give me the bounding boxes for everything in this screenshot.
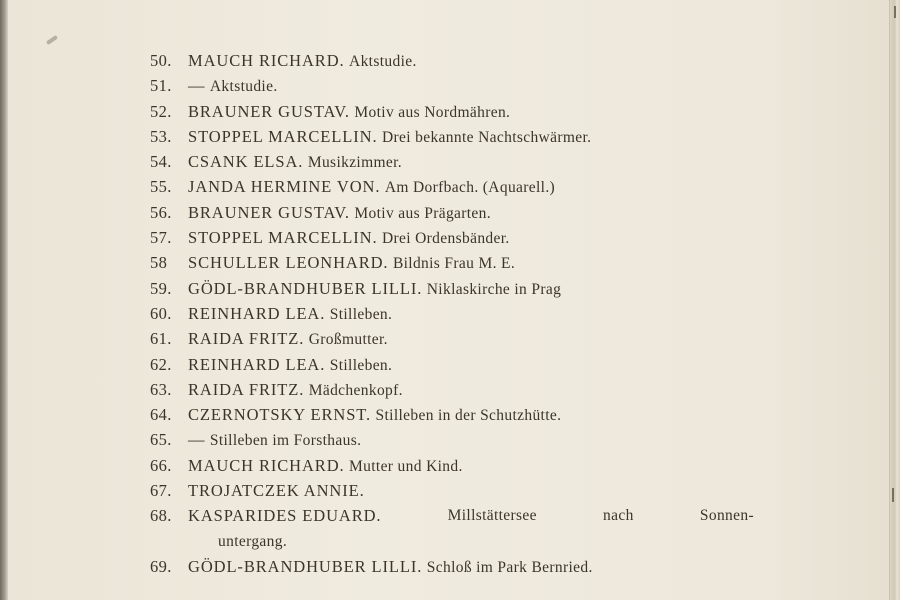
entry-number: 65. bbox=[150, 430, 172, 450]
artwork-title: Drei bekannte Nachtschwärmer. bbox=[381, 128, 592, 146]
entry-number: 68. bbox=[150, 506, 172, 526]
artist-name: GÖDL-BRANDHUBER LILLI. bbox=[188, 556, 423, 576]
list-item bbox=[150, 352, 770, 377]
artwork-title-word: nach bbox=[603, 507, 634, 525]
artist-name: CZERNOTSKY ERNST. bbox=[188, 405, 372, 425]
list-item bbox=[150, 503, 770, 554]
list-item bbox=[150, 276, 770, 301]
artwork-title: Schloß im Park Bernried. bbox=[426, 558, 593, 576]
list-item bbox=[150, 250, 770, 275]
artwork-title-word: Millstättersee bbox=[447, 507, 537, 525]
list-item bbox=[150, 174, 770, 199]
artwork-title: Motiv aus Prägarten. bbox=[354, 204, 491, 222]
artist-name: STOPPEL MARCELLIN. bbox=[188, 228, 378, 248]
entry-number: 63. bbox=[150, 379, 172, 399]
artwork-title: Am Dorfbach. (Aquarell.) bbox=[384, 179, 556, 197]
list-item bbox=[150, 554, 770, 579]
list-item bbox=[150, 326, 770, 351]
artwork-title: Aktstudie. bbox=[209, 78, 278, 96]
artwork-title: Stilleben. bbox=[329, 305, 393, 323]
entry-number: 56. bbox=[150, 202, 172, 222]
artwork-title: Stilleben im Forsthaus. bbox=[209, 432, 362, 450]
entry-number: 57. bbox=[150, 228, 172, 248]
artist-name: — bbox=[188, 430, 206, 450]
artwork-title-word: Sonnen- bbox=[699, 507, 754, 525]
entry-number: 53. bbox=[150, 126, 172, 146]
artist-name: RAIDA FRITZ. bbox=[188, 379, 305, 399]
entry-number: 51. bbox=[150, 76, 172, 96]
entry-number: 54. bbox=[150, 152, 172, 172]
artist-name: CSANK ELSA. bbox=[188, 152, 304, 172]
artwork-title: Stilleben. bbox=[329, 356, 393, 374]
artwork-title: Musikzimmer. bbox=[307, 154, 403, 172]
artist-name: TROJATCZEK ANNIE. bbox=[188, 481, 365, 501]
entry-number: 66. bbox=[150, 455, 172, 475]
artwork-title: Mädchenkopf. bbox=[308, 381, 403, 399]
list-item bbox=[150, 225, 770, 250]
list-item bbox=[150, 377, 770, 402]
artist-name: RAIDA FRITZ. bbox=[188, 329, 305, 349]
entry-number: 64. bbox=[150, 405, 172, 425]
entry-number: 52. bbox=[150, 101, 172, 121]
list-item bbox=[150, 402, 770, 427]
artwork-title: Aktstudie. bbox=[349, 53, 417, 70]
artist-name: STOPPEL MARCELLIN. bbox=[188, 126, 378, 146]
entry-number: 60. bbox=[150, 303, 172, 323]
entry-number: 61. bbox=[150, 329, 172, 349]
artist-name: BRAUNER GUSTAV. bbox=[188, 202, 350, 222]
list-item bbox=[150, 73, 770, 98]
artwork-title: Mutter und Kind. bbox=[349, 457, 463, 475]
artist-name: GÖDL-BRANDHUBER LILLI. bbox=[188, 278, 423, 298]
artwork-title: Drei Ordensbänder. bbox=[381, 230, 510, 248]
artist-name: REINHARD LEA. bbox=[188, 354, 326, 374]
entry-number: 69. bbox=[150, 556, 172, 576]
list-item bbox=[150, 48, 770, 73]
entry-number: 50. bbox=[150, 51, 172, 70]
artwork-title: Stilleben in der Schutzhütte. bbox=[375, 407, 562, 425]
list-item bbox=[150, 478, 770, 503]
artwork-title: Großmutter. bbox=[308, 331, 388, 349]
entry-number: 62. bbox=[150, 354, 172, 374]
list-item bbox=[150, 200, 770, 225]
list-item bbox=[150, 149, 770, 174]
edge-mark bbox=[892, 488, 894, 502]
list-item bbox=[150, 124, 770, 149]
artwork-title: Motiv aus Nordmähren. bbox=[354, 103, 511, 121]
artwork-title: Niklaskirche in Prag bbox=[426, 280, 562, 298]
artist-name: SCHULLER LEONHARD. bbox=[188, 253, 389, 273]
list-item bbox=[150, 301, 770, 326]
entry-number: 58 bbox=[150, 253, 168, 273]
artist-name: MAUCH RICHARD. bbox=[188, 51, 345, 70]
entry-first-line bbox=[188, 503, 754, 528]
artist-name: — bbox=[188, 76, 206, 96]
artist-name: BRAUNER GUSTAV. bbox=[188, 101, 350, 121]
entry-number: 55. bbox=[150, 177, 172, 197]
page-left-shadow bbox=[0, 0, 8, 600]
page-right-edge bbox=[889, 0, 900, 600]
edge-mark bbox=[894, 6, 896, 18]
artwork-title: Bildnis Frau M. E. bbox=[392, 255, 516, 273]
list-item bbox=[150, 427, 770, 452]
entry-number: 67. bbox=[150, 481, 172, 501]
artist-name: MAUCH RICHARD. bbox=[188, 455, 345, 475]
entry-number: 59. bbox=[150, 278, 172, 298]
artist-name: KASPARIDES EDUARD. bbox=[188, 506, 382, 526]
exhibition-list bbox=[150, 48, 770, 579]
artist-name: REINHARD LEA. bbox=[188, 303, 326, 323]
list-item bbox=[150, 453, 770, 478]
artwork-title-continuation: untergang. bbox=[218, 532, 288, 550]
list-item bbox=[150, 99, 770, 124]
artist-name: JANDA HERMINE VON. bbox=[188, 177, 381, 197]
